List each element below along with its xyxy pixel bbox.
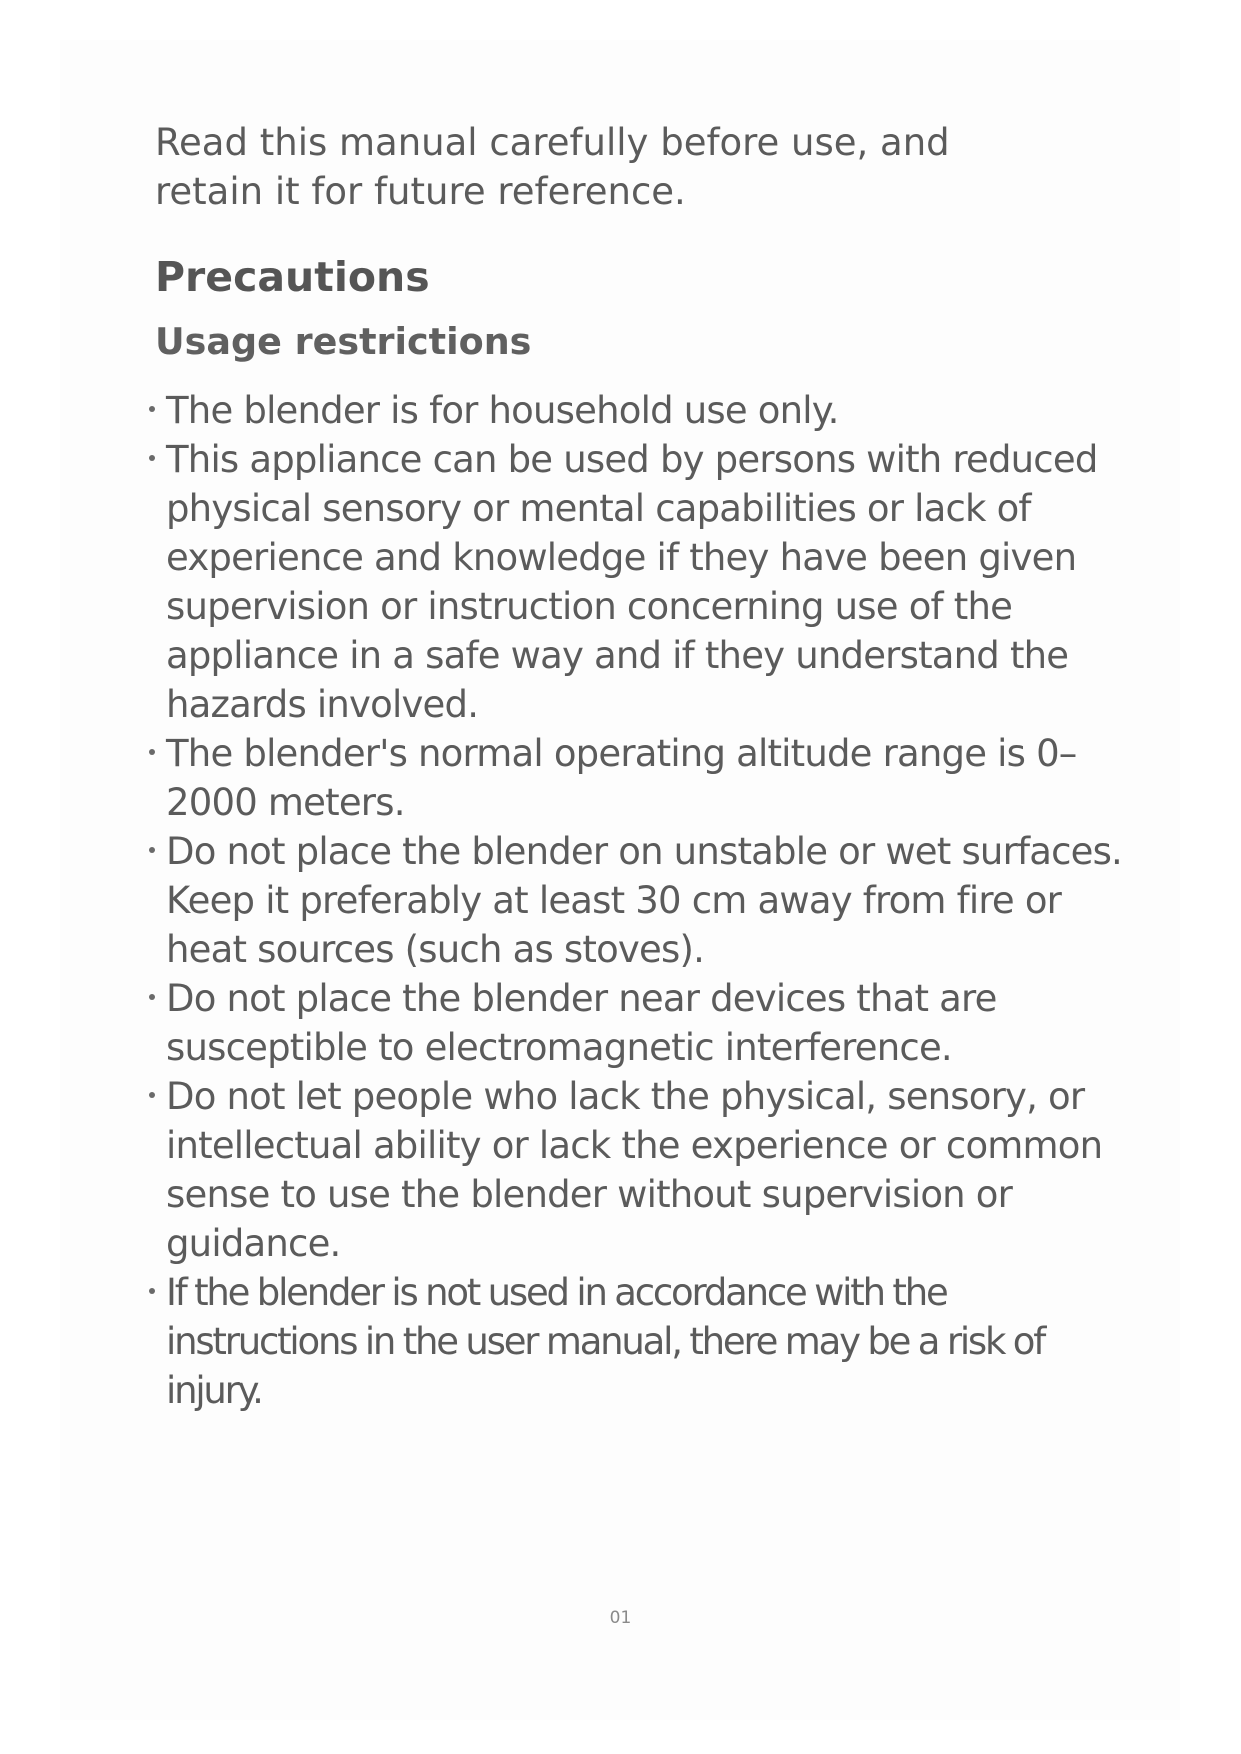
list-item: Do not place the blender near devices that are susceptible to electromagnetic interference. [155, 974, 1140, 1072]
usage-restrictions-list [155, 386, 1140, 1415]
subsection-title: Usage restrictions [155, 320, 532, 363]
list-item: Do not let people who lack the physical, sensory, or intellectual ability or lack the experience or common sense to use the blender without supervision or guidance. [155, 1072, 1140, 1268]
list-item: If the blender is not used in accordance with the instructions in the user manual, there may be a risk of injury. [155, 1268, 1140, 1415]
section-title: Precautions [155, 253, 430, 301]
list-item: Do not place the blender on unstable or wet surfaces. Keep it preferably at least 30 cm away from fire or heat sources (such as stoves). [155, 827, 1140, 974]
list-item: This appliance can be used by persons with reduced physical sensory or mental capabilities or lack of experience and knowledge if they have been given supervision or instruction concerning use of the appliance in a safe way and if they understand the hazards involved. [155, 435, 1140, 729]
page-number: 01 [609, 1608, 632, 1628]
intro-text: Read this manual carefully before use, and retain it for future reference. [155, 121, 950, 213]
list-item: The blender is for household use only. [155, 386, 1140, 435]
page-content [155, 118, 1140, 1415]
list-item: The blender's normal operating altitude range is 0–2000 meters. [155, 729, 1140, 827]
